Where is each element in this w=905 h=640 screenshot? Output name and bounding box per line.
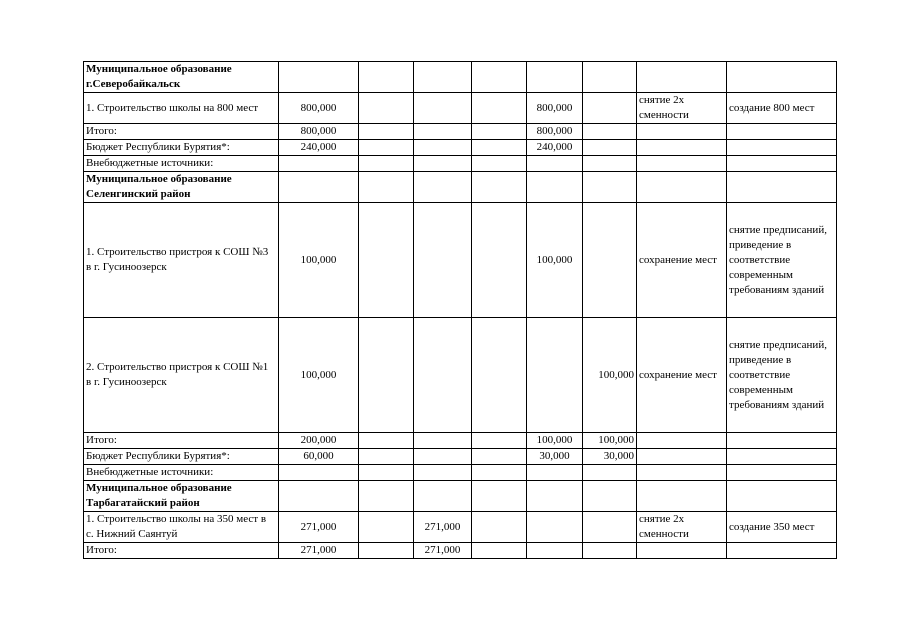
table-cell: [414, 140, 472, 156]
table-cell: [472, 203, 527, 318]
table-cell: [414, 124, 472, 140]
table-row: [84, 512, 837, 543]
table-cell: [727, 124, 837, 140]
table-cell: [414, 156, 472, 172]
table-cell: [414, 481, 472, 512]
row-label: Итого:: [84, 433, 279, 449]
table-cell: [359, 156, 414, 172]
table-cell: 30,000: [583, 449, 637, 465]
row-label: Бюджет Республики Бурятия*:: [84, 449, 279, 465]
table-cell: 100,000: [583, 433, 637, 449]
table-cell: [359, 449, 414, 465]
table-cell: [727, 172, 837, 203]
table-cell: [527, 465, 583, 481]
table-cell: [359, 543, 414, 559]
table-cell: [472, 433, 527, 449]
table-cell: [583, 140, 637, 156]
row-label: Муниципальное образование г.Северобайкальск: [84, 62, 279, 93]
table-cell: [583, 481, 637, 512]
table-row: [84, 62, 837, 93]
table-cell: [359, 433, 414, 449]
table-cell: [527, 481, 583, 512]
row-label: Итого:: [84, 543, 279, 559]
table-cell: создание 800 мест: [727, 93, 837, 124]
row-label: Итого:: [84, 124, 279, 140]
table-cell: 240,000: [527, 140, 583, 156]
table-cell: [727, 543, 837, 559]
table-row: [84, 156, 837, 172]
table-cell: [527, 543, 583, 559]
table-cell: [637, 465, 727, 481]
table-cell: [359, 465, 414, 481]
table-cell: [472, 140, 527, 156]
table-cell: [414, 318, 472, 433]
table-row: [84, 172, 837, 203]
table-cell: [414, 433, 472, 449]
table-cell: 800,000: [279, 124, 359, 140]
row-label: 1. Строительство школы на 800 мест: [84, 93, 279, 124]
table-cell: 200,000: [279, 433, 359, 449]
table-cell: [472, 156, 527, 172]
table-row: [84, 481, 837, 512]
row-label: Бюджет Республики Бурятия*:: [84, 140, 279, 156]
row-label: 1. Строительство пристроя к СОШ №3 в г. Гусиноозерск: [84, 203, 279, 318]
table-cell: [727, 481, 837, 512]
table-cell: [637, 481, 727, 512]
table-row: [84, 93, 837, 124]
table-cell: 100,000: [527, 203, 583, 318]
table-row: [84, 318, 837, 433]
table-cell: [583, 124, 637, 140]
row-label: Муниципальное образование Тарбагатайский район: [84, 481, 279, 512]
table-row: [84, 140, 837, 156]
table-cell: [583, 465, 637, 481]
table-cell: [279, 62, 359, 93]
table-cell: [359, 93, 414, 124]
table-cell: [527, 172, 583, 203]
table-cell: [637, 124, 727, 140]
table-cell: 240,000: [279, 140, 359, 156]
table-cell: [414, 449, 472, 465]
table-cell: [472, 465, 527, 481]
table-cell: [527, 318, 583, 433]
table-cell: [472, 449, 527, 465]
table-cell: [727, 62, 837, 93]
table-cell: [472, 172, 527, 203]
table-cell: [472, 124, 527, 140]
table-cell: [359, 172, 414, 203]
table-cell: [583, 172, 637, 203]
table-cell: [727, 156, 837, 172]
table-cell: сохранение мест: [637, 318, 727, 433]
table-cell: снятие 2х сменности: [637, 512, 727, 543]
table-cell: [472, 318, 527, 433]
table-cell: снятие предписаний, приведение в соответствие современным требованиям зданий: [727, 203, 837, 318]
table-row: [84, 543, 837, 559]
table-cell: [279, 465, 359, 481]
table-cell: [727, 449, 837, 465]
row-label: Внебюджетные источники:: [84, 156, 279, 172]
table-cell: [637, 140, 727, 156]
table-cell: 100,000: [583, 318, 637, 433]
table-cell: [527, 512, 583, 543]
table-cell: 271,000: [414, 512, 472, 543]
table-cell: 100,000: [527, 433, 583, 449]
table-cell: [279, 172, 359, 203]
table-cell: [279, 156, 359, 172]
table-cell: 800,000: [527, 124, 583, 140]
table-cell: [359, 62, 414, 93]
row-label: 1. Строительство школы на 350 мест в с. Нижний Саянтуй: [84, 512, 279, 543]
table-cell: 60,000: [279, 449, 359, 465]
table-row: [84, 433, 837, 449]
table-cell: [472, 481, 527, 512]
table-cell: [527, 156, 583, 172]
table-cell: [359, 512, 414, 543]
table-cell: создание 350 мест: [727, 512, 837, 543]
table-cell: [359, 140, 414, 156]
table-cell: [637, 172, 727, 203]
table-cell: [727, 433, 837, 449]
table-body: [84, 62, 837, 559]
table-cell: [472, 93, 527, 124]
table-cell: сохранение мест: [637, 203, 727, 318]
table-cell: [727, 465, 837, 481]
table-cell: [583, 543, 637, 559]
table-cell: [414, 93, 472, 124]
table-cell: [637, 449, 727, 465]
row-label: Муниципальное образование Селенгинский район: [84, 172, 279, 203]
table-cell: 100,000: [279, 318, 359, 433]
table-cell: [583, 203, 637, 318]
table-cell: [472, 543, 527, 559]
table-cell: [583, 93, 637, 124]
table-cell: [359, 203, 414, 318]
table-cell: 271,000: [279, 543, 359, 559]
table-cell: 100,000: [279, 203, 359, 318]
table-cell: [472, 62, 527, 93]
table-cell: [527, 62, 583, 93]
table-cell: [414, 465, 472, 481]
table-cell: [472, 512, 527, 543]
table-cell: [637, 156, 727, 172]
table-cell: [583, 62, 637, 93]
investment-table: [83, 61, 837, 559]
table-cell: [359, 318, 414, 433]
table-cell: [583, 512, 637, 543]
table-row: [84, 124, 837, 140]
table-cell: [359, 481, 414, 512]
table-cell: [359, 124, 414, 140]
table-cell: 800,000: [279, 93, 359, 124]
table-row: [84, 203, 837, 318]
table-row: [84, 449, 837, 465]
table-cell: [637, 543, 727, 559]
table-cell: [279, 481, 359, 512]
table-cell: 271,000: [279, 512, 359, 543]
table-row: [84, 465, 837, 481]
table-cell: [414, 172, 472, 203]
table-cell: снятие предписаний, приведение в соответствие современным требованиям зданий: [727, 318, 837, 433]
table-cell: [414, 62, 472, 93]
table-cell: [414, 203, 472, 318]
table-cell: [583, 156, 637, 172]
table-cell: 271,000: [414, 543, 472, 559]
table-cell: снятие 2х сменности: [637, 93, 727, 124]
table-cell: 800,000: [527, 93, 583, 124]
table-cell: [637, 62, 727, 93]
row-label: 2. Строительство пристроя к СОШ №1 в г. Гусиноозерск: [84, 318, 279, 433]
table-cell: [727, 140, 837, 156]
table-cell: [637, 433, 727, 449]
table-cell: 30,000: [527, 449, 583, 465]
row-label: Внебюджетные источники:: [84, 465, 279, 481]
